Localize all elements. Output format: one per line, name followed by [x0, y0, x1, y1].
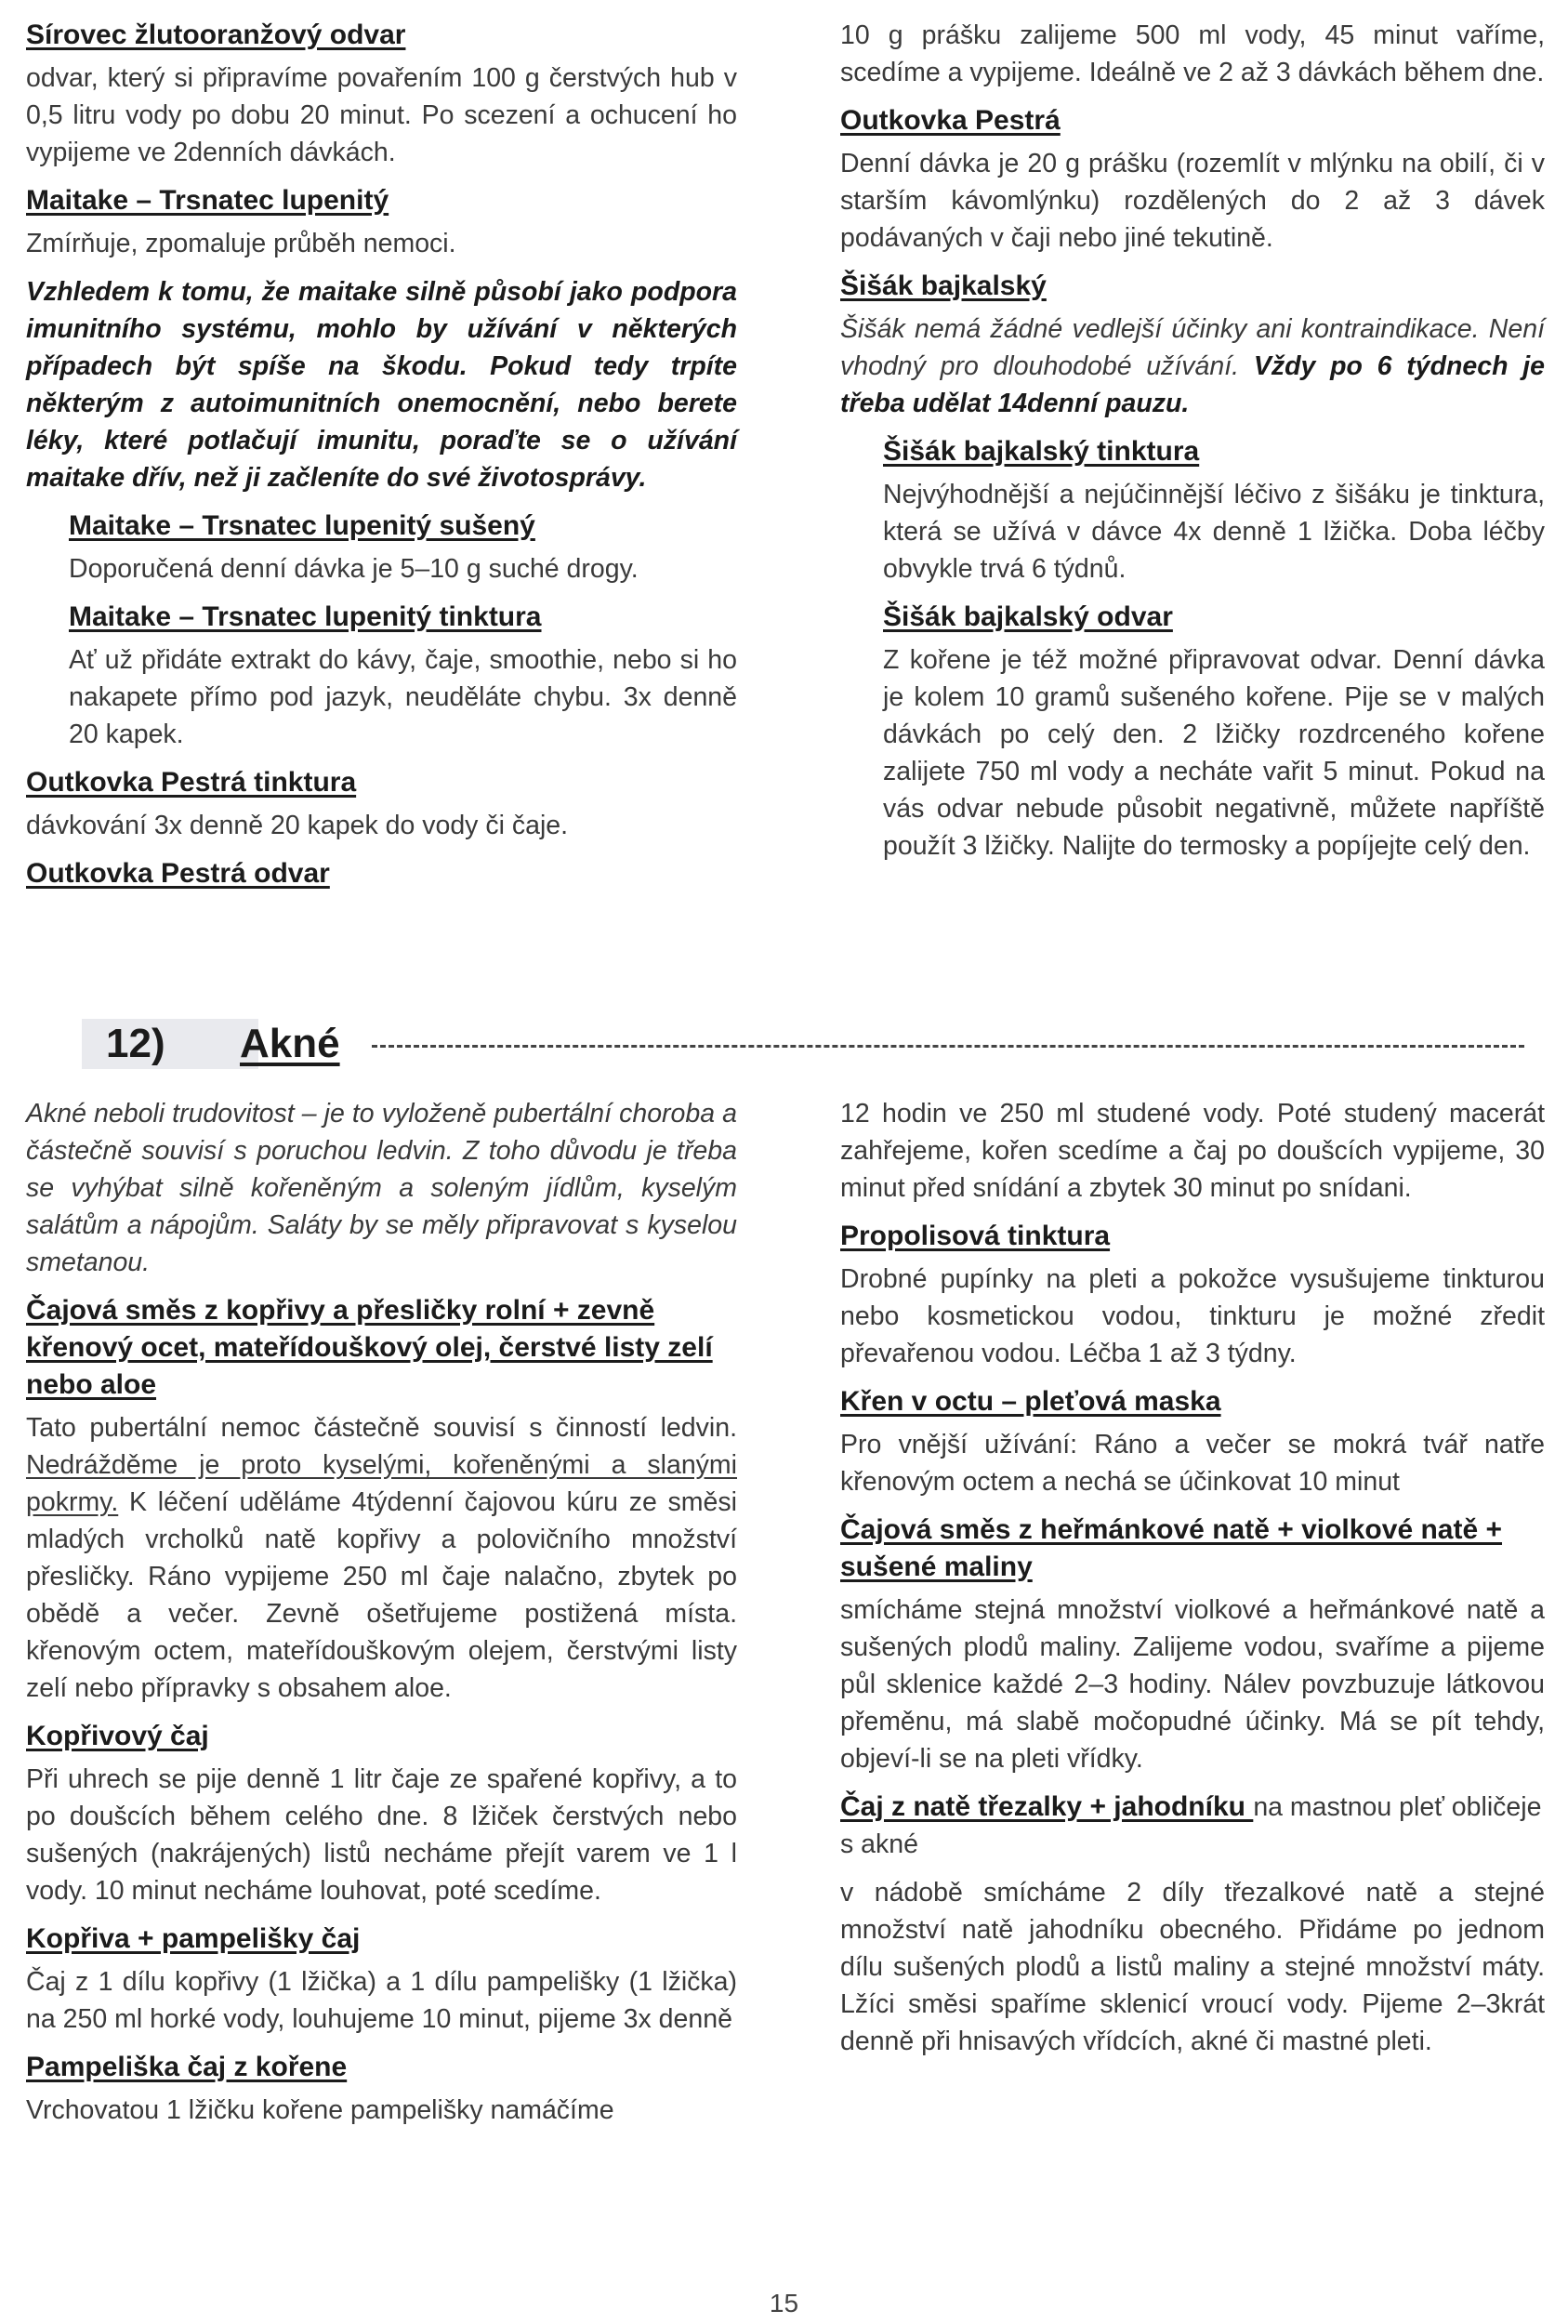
paragraph: v nádobě smícháme 2 díly třezalkové natě a stejné množství natě jahodníku obecného. Přidáme po jednom dílu sušených plodů a listů maliny a stejné množství máty. Lžíci směsi spaříme sklenicí vroucí vody. Pijeme 2–3krát denně při hnisavých vřídcích, akné či mastné pleti.	[840, 1878, 1545, 2056]
italic-text: Šišák nemá žádné vedlejší účinky ani kontraindikace. Není vhodný pro dlouhodobé užívání.	[840, 314, 1545, 381]
paragraph: Čaj z 1 dílu kopřivy (1 lžička) a 1 dílu pampelišky (1 lžička) na 250 ml horké vody, louhujeme 10 minut, pijeme 3x denně	[26, 1967, 737, 2034]
paragraph: Z kořene je též možné připravovat odvar. Denní dávka je kolem 10 gramů sušeného kořene. Pije se v malých dávkách po celý den. 2 lžičky rozdrceného kořene zalijete 750 ml vody a necháte vařit 5 minut. Pokud na vás odvar nebude působit negativně, můžete napříště použít 3 lžičky. Nalijte do termosky a popíjejte celý den.	[883, 645, 1545, 861]
paragraph: Nejvýhodnější a nejúčinnější léčivo z šišáku je tinktura, která se užívá v dávce 4x denně 1 lžička. Doba léčby obvykle trvá 6 týdnů.	[883, 480, 1545, 584]
page-number: 15	[769, 2289, 799, 2317]
paragraph: dávkování 3x denně 20 kapek do vody či čaje.	[26, 811, 569, 840]
heading-line-trezalka	[840, 1789, 1545, 1863]
top-right-column	[840, 17, 1545, 876]
section-header	[26, 1013, 1543, 1075]
section-number: 12)	[82, 1019, 258, 1069]
text: K léčení uděláme 4týdenní čajovou kúru ze směsi mladých vrcholků natě kopřivy a polovičního množství přesličky. Ráno vypijeme 250 ml čaje nalačno, zbytek po obědě a večer. Zevně ošetřujeme postižená místa. křenovým octem, mateřídouškovým olejem, čerstvými listy zelí nebo přípravky s obsahem aloe.	[26, 1487, 737, 1703]
bottom-left-column	[26, 1095, 737, 2140]
paragraph: Denní dávka je 20 g prášku (rozemlít v mlýnku na obilí, či v starším kávomlýnku) rozdělených do 2 až 3 dávek podávaných v čaji nebo jiné tekutině.	[840, 149, 1545, 253]
heading-cajova-smes-hermanek: Čajová směs z heřmánkové natě + violkové natě + sušené maliny	[840, 1514, 1503, 1582]
paragraph: 12 hodin ve 250 ml studené vody. Poté studený macerát zahřejeme, kořen scedíme a čaj po doušcích vypijeme, 30 minut před snídání a zbytek 30 minut po snídani.	[840, 1099, 1545, 1203]
paragraph: Zmírňuje, zpomaluje průběh nemoci.	[26, 229, 456, 258]
top-left-column	[26, 17, 737, 898]
paragraph: Ať už přidáte extrakt do kávy, čaje, smoothie, nebo si ho nakapete přímo pod jazyk, neuděláte chybu. 3x denně 20 kapek.	[69, 645, 737, 749]
warning-paragraph: Vzhledem k tomu, že maitake silně působí jako podpora imunitního systému, mohlo by užívání v některých případech být spíše na škodu. Pokud tedy trpíte některým z autoimunitních onemocnění, nebo berete léky, které potlačují imunitu, poraďte se o užívání maitake dřív, než ji začleníte do své životosprávy.	[26, 277, 737, 493]
bottom-right-column	[840, 1095, 1545, 2071]
heading-sirovec-odvar: Sírovec žlutooranžový odvar	[26, 20, 406, 50]
paragraph: Při uhrech se pije denně 1 litr čaje ze spařené kopřivy, a to po doušcích během celého dne. 8 lžiček čerstvých nebo sušených (nakrájených) listů necháme přejít varem ve 1 l vody. 10 minut necháme louhovat, poté scedíme.	[26, 1764, 737, 1906]
paragraph: Drobné pupínky na pleti a pokožce vysušujeme tinkturou nebo kosmetickou vodou, tinkturu je možné zředit převařenou vodou. Léčba 1 až 3 týdny.	[840, 1264, 1545, 1368]
paragraph-sisak	[840, 310, 1545, 422]
paragraph	[26, 1409, 737, 1707]
heading-maitake: Maitake – Trsnatec lupenitý	[26, 185, 389, 216]
paragraph: 10 g prášku zalijeme 500 ml vody, 45 minut vaříme, scedíme a vypijeme. Ideálně ve 2 až 3 dávkách během dne.	[840, 20, 1545, 87]
heading-kopriva-pampelisky: Kopřiva + pampelišky čaj	[26, 1923, 361, 1954]
bold-text: Vždy po 6 týdnech je třeba udělat 14denní pauzu.	[840, 351, 1546, 418]
intro-paragraph: Akné neboli trudovitost – je to vyloženě pubertální choroba a částečně souvisí s poruchou ledvin. Z toho důvodu je třeba se vyhýbat silně kořeněným a soleným jídlům, kyselým salátům a nápojům. Saláty by se měly připravovat s kyselou smetanou.	[26, 1099, 737, 1277]
text: Tato pubertální nemoc částečně souvisí s činností ledvin.	[26, 1413, 737, 1443]
paragraph: smícháme stejná množství violkové a heřmánkové natě a sušených plodů maliny. Zalijeme vodou, svaříme a pijeme půl sklenice každé 2–3 hodiny. Nálev povzbuzuje látkovou přeměnu, má slabě močopudné účinky. Má se pít tehdy, objeví-li se na pleti vřídky.	[840, 1595, 1545, 1774]
section-divider	[372, 1045, 1524, 1048]
heading-sisak: Šišák bajkalský	[840, 271, 1047, 301]
paragraph: Doporučená denní dávka je 5–10 g suché drogy.	[69, 554, 639, 584]
paragraph: Pro vnější užívání: Ráno a večer se mokrá tvář natře křenovým octem a nechá se účinkovat 10 minut	[840, 1430, 1545, 1497]
heading-outkovka-tinktura: Outkovka Pestrá tinktura	[26, 767, 357, 798]
paragraph: odvar, který si připravíme povařením 100 g čerstvých hub v 0,5 litru vody po dobu 20 minut. Po scezení a ochucení ho vypijeme ve 2denních dávkách.	[26, 63, 737, 167]
heading-koprivovy-caj: Kopřivový čaj	[26, 1721, 209, 1751]
heading-maitake-suseny: Maitake – Trsnatec lupenitý sušený	[69, 510, 535, 541]
section-title: Akné	[240, 1021, 340, 1066]
heading-pampeliska-koren: Pampeliška čaj z kořene	[26, 2052, 348, 2082]
heading-kren-v-octu: Křen v octu – pleťová maska	[840, 1386, 1221, 1417]
heading-propolis: Propolisová tinktura	[840, 1221, 1111, 1251]
underlined-text: Nedrážděme je proto kyselými, kořeněnými a slanými pokrmy.	[26, 1450, 737, 1517]
heading-outkovka-pestra: Outkovka Pestrá	[840, 105, 1061, 136]
heading-cajova-smes-kopriva: Čajová směs z kopřivy a přesličky rolní + zevně křenový ocet, mateřídouškový olej, čerstvé listy zelí nebo aloe	[26, 1295, 713, 1400]
heading-sisak-odvar: Šišák bajkalský odvar	[883, 601, 1173, 632]
heading-maitake-tinktura: Maitake – Trsnatec lupenitý tinktura	[69, 601, 542, 632]
heading-outkovka-odvar: Outkovka Pestrá odvar	[26, 858, 330, 889]
heading-sisak-tinktura: Šišák bajkalský tinktura	[883, 436, 1200, 467]
paragraph: Vrchovatou 1 lžičku kořene pampelišky namáčíme	[26, 2095, 614, 2125]
heading-caj-trezalka: Čaj z natě třezalky + jahodníku	[840, 1791, 1254, 1822]
text: na mastnou pleť obličeje s akné	[840, 1792, 1542, 1859]
